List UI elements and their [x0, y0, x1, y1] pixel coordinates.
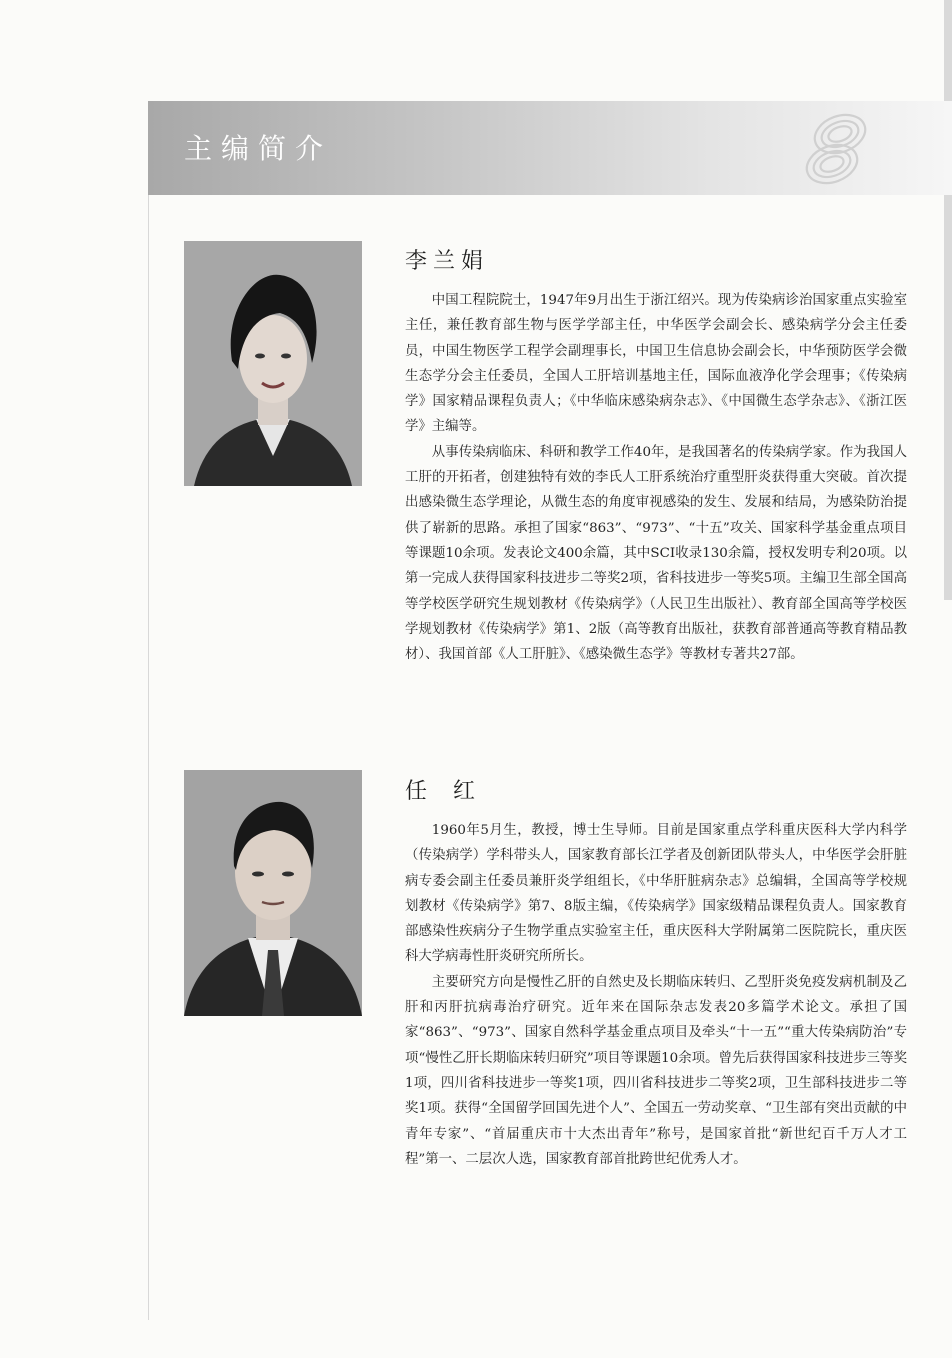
page-edge-shadow — [944, 0, 952, 600]
editor-1-portrait — [184, 241, 362, 486]
editor-2-bio — [405, 818, 907, 1172]
swirl-ornament-icon — [800, 104, 872, 192]
bio-paragraph: 从事传染病临床、科研和教学工作40年，是我国著名的传染病学家。作为我国人工肝的开拓者，创建独特有效的李氏人工肝系统治疗重型肝炎获得重大突破。首次提出感染微生态学理论，从微生态的角度审视感染的发生、发展和结局，为感染防治提供了崭新的思路。承担了国家“863”、“973”、“十五”攻关、国家科学基金重点项目等课题10余项。发表论文400余篇，其中SCI收录130余篇，授权发明专利20项。以第一完成人获得国家科技进步二等奖2项，省科技进步一等奖5项。主编卫生部全国高等学校医学研究生规划教材《传染病学》（人民卫生出版社）、教育部全国高等学校医学规划教材《传染病学》第1、2版（高等教育出版社，获教育部普通高等教育精品教材）、我国首部《人工肝脏》、《感染微生态学》等教材专著共27部。 — [405, 444, 907, 663]
editor-2-name: 任红 — [405, 779, 502, 804]
bio-paragraph: 主要研究方向是慢性乙肝的自然史及长期临床转归、乙型肝炎免疫发病机制及乙肝和丙肝抗病毒治疗研究。近年来在国际杂志发表20多篇学术论文。承担了国家“863”、“973”、国家自然科学基金重点项目及牵头“十一五”“重大传染病防治”专项“慢性乙肝长期临床转归研究”项目等课题10余项。曾先后获得国家科技进步三等奖1项，四川省科技进步一等奖1项，四川省科技进步二等奖2项，卫生部科技进步二等奖1项。获得“全国留学回国先进个人”、全国五一劳动奖章、“卫生部有突出贡献的中青年专家”、“首届重庆市十大杰出青年”称号，是国家首批“新世纪百千万人才工程”第一、二层次人选，国家教育部首批跨世纪优秀人才。 — [405, 974, 907, 1167]
bio-paragraph: 1960年5月生，教授，博士生导师。目前是国家重点学科重庆医科大学内科学（传染病学）学科带头人，国家教育部长江学者及创新团队带头人，中华医学会肝脏病专委会副主任委员兼肝炎学组组长，《中华肝脏病杂志》总编辑，全国高等学校规划教材《传染病学》第7、8版主编，《传染病学》国家级精品课程负责人。国家教育部感染性疾病分子生物学重点实验室主任，重庆医科大学附属第二医院院长，重庆医科大学病毒性肝炎研究所所长。 — [405, 823, 907, 965]
editor-1-bio — [405, 288, 907, 667]
bio-paragraph: 中国工程院院士，1947年9月出生于浙江绍兴。现为传染病诊治国家重点实验室主任，兼任教育部生物与医学学部主任，中华医学会副会长、感染病学分会主任委员，中国生物医学工程学会副理事长，中国卫生信息协会副会长，中华预防医学会微生态学分会主任委员，全国人工肝培训基地主任，国际血液净化学会理事；《传染病学》国家精品课程负责人；《中华临床感染病杂志》、《中国微生态学杂志》、《浙江医学》主编等。 — [405, 293, 907, 435]
section-title: 主编简介 — [184, 132, 333, 165]
margin-rule — [148, 195, 149, 1320]
editor-1-name: 李兰娟 — [405, 249, 490, 274]
editor-2-portrait — [184, 770, 362, 1016]
